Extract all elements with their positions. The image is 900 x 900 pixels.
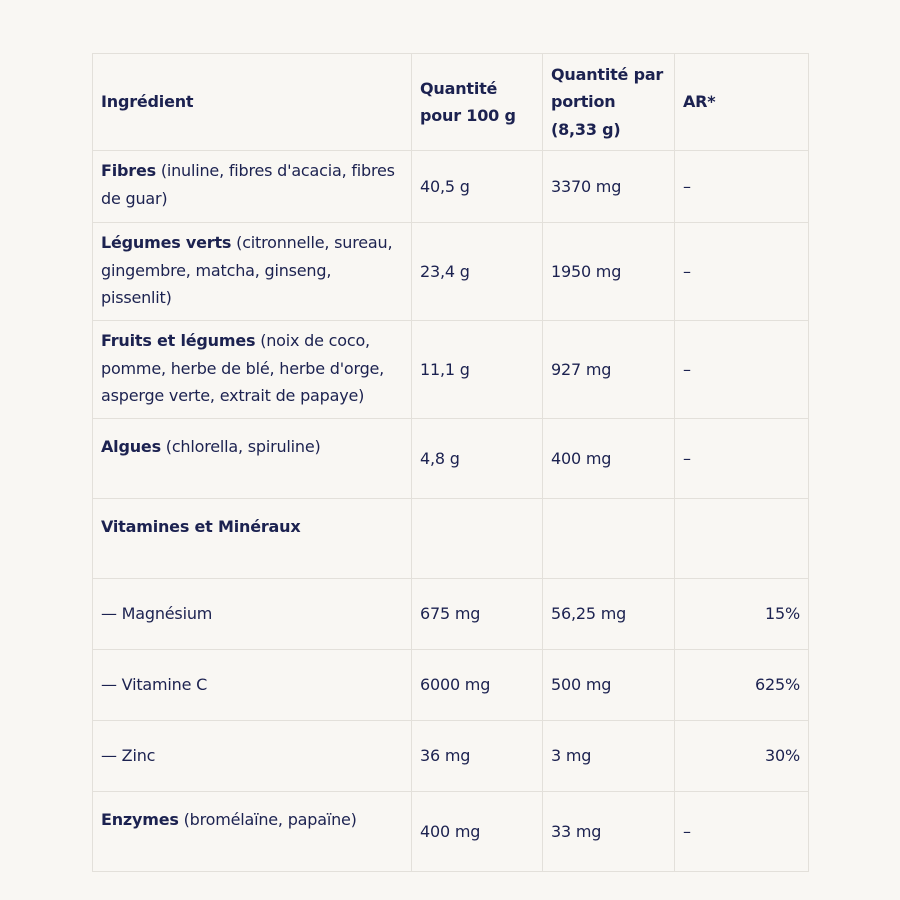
per-portion-cell: 33 mg <box>543 792 675 872</box>
ingredient-detail: (bromélaïne, papaïne) <box>178 810 357 829</box>
ar-cell <box>675 499 809 579</box>
ingredient-detail: (noix de coco, pomme, herbe de blé, herbe d'orge, asperge verte, extrait de papaye) <box>101 331 385 405</box>
ingredient-name: Fibres <box>101 161 156 180</box>
per-100g-cell: 4,8 g <box>412 419 543 499</box>
ingredient-detail: (inuline, fibres d'acacia, fibres de guar) <box>101 161 395 208</box>
table-row <box>93 223 809 321</box>
ingredient-cell <box>93 223 412 321</box>
ar-cell: – <box>675 151 809 223</box>
ingredient-cell <box>93 499 412 579</box>
nutrition-table-container <box>92 53 808 872</box>
per-portion-cell: 1950 mg <box>543 223 675 321</box>
per-portion-cell: 3 mg <box>543 721 675 792</box>
per-100g-cell: 11,1 g <box>412 321 543 419</box>
header-ar: AR* <box>675 54 809 151</box>
ingredient-name: Légumes verts <box>101 233 232 252</box>
per-portion-cell: 927 mg <box>543 321 675 419</box>
nutrition-table <box>92 53 809 872</box>
table-header-row <box>93 54 809 151</box>
per-100g-cell <box>412 499 543 579</box>
table-row <box>93 321 809 419</box>
per-100g-cell: 40,5 g <box>412 151 543 223</box>
section-title: Vitamines et Minéraux <box>101 517 301 536</box>
ingredient-cell <box>93 419 412 499</box>
ingredient-detail: — Zinc <box>101 746 156 766</box>
ingredient-cell <box>93 151 412 223</box>
ar-cell: – <box>675 321 809 419</box>
ingredient-detail: (chlorella, spiruline) <box>160 437 321 456</box>
ar-cell: – <box>675 419 809 499</box>
ar-cell: 15% <box>675 579 809 650</box>
per-portion-cell: 400 mg <box>543 419 675 499</box>
header-per-portion: Quantité par portion (8,33 g) <box>543 54 675 151</box>
ar-cell: 30% <box>675 721 809 792</box>
ingredient-cell <box>93 792 412 872</box>
ar-cell: 625% <box>675 650 809 721</box>
per-portion-cell: 500 mg <box>543 650 675 721</box>
table-row <box>93 151 809 223</box>
ingredient-name: Algues <box>101 437 161 456</box>
table-row <box>93 579 809 650</box>
table-row <box>93 721 809 792</box>
table-row <box>93 419 809 499</box>
table-row <box>93 792 809 872</box>
ingredient-cell <box>93 321 412 419</box>
ingredient-name: Fruits et légumes <box>101 331 256 350</box>
per-100g-cell: 36 mg <box>412 721 543 792</box>
ingredient-cell <box>93 721 412 792</box>
table-row-section <box>93 499 809 579</box>
ingredient-detail: — Magnésium <box>101 604 213 624</box>
ingredient-detail: (citronnelle, sureau, gingembre, matcha, ginseng, pissenlit) <box>101 233 393 307</box>
ar-cell: – <box>675 223 809 321</box>
per-portion-cell: 3370 mg <box>543 151 675 223</box>
per-100g-cell: 6000 mg <box>412 650 543 721</box>
header-ingredient: Ingrédient <box>93 54 412 151</box>
ingredient-detail: — Vitamine C <box>101 675 208 695</box>
ingredient-cell <box>93 579 412 650</box>
ar-cell: – <box>675 792 809 872</box>
ingredient-cell <box>93 650 412 721</box>
per-portion-cell: 56,25 mg <box>543 579 675 650</box>
per-100g-cell: 400 mg <box>412 792 543 872</box>
per-portion-cell <box>543 499 675 579</box>
per-100g-cell: 675 mg <box>412 579 543 650</box>
ingredient-name: Enzymes <box>101 810 179 829</box>
header-per-100g: Quantité pour 100 g <box>412 54 543 151</box>
per-100g-cell: 23,4 g <box>412 223 543 321</box>
table-row <box>93 650 809 721</box>
